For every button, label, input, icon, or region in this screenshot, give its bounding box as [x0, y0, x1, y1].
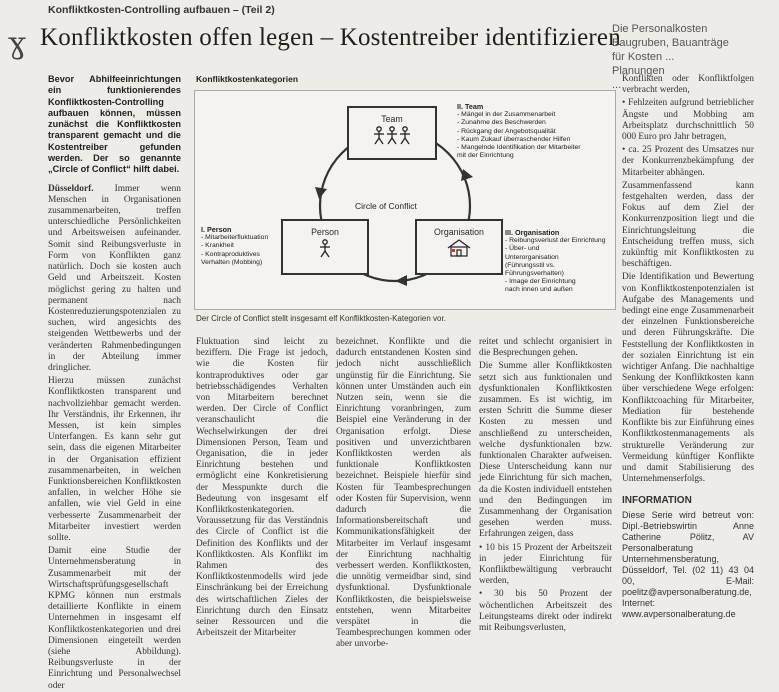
figure-title: Konfliktkostenkategorien: [196, 74, 299, 84]
team-people-icon: [372, 126, 412, 146]
body-paragraph: Die Summe aller Konfliktkosten setzt sich aus funktionalen und dysfunktionalen Konfliktkosten zusammen. Es ist wichtig, im ersten Schritt die Summe dieser Kosten zu messen und anschließend zu unterscheiden, welche dysfunktionalen bzw. funktionalen Charakter aufweisen. Diese Unterscheidung kann nur jede Einrichtung für sich machen, da die Kosten individuell entstehen und den Bedingungen im Zusammenhang der Organisation gesehen werden muss. Erfahrungen zeigen, dass: [479, 361, 612, 540]
team-item: - Mängel in der Zusammenarbeit: [457, 111, 556, 119]
hook-mark-icon: ɣ: [8, 26, 26, 61]
organisation-item: nach innen und außen: [505, 286, 573, 294]
body-paragraph: Zusammenfassend kann festgehalten werden, dass der Fokus auf dem Ziel der Konkurrenzposition liegt und die Einrichtungsleitung die Entscheidung treffen muss, sich zukünftig mit Konfliktkosten zu beschäftigen.: [622, 180, 754, 270]
organisation-item: Unterorganisation: [505, 253, 559, 261]
circle-of-conflict-label: Circle of Conflict: [355, 201, 417, 211]
body-paragraph: Damit eine Studie der Unternehmensberatung in Zusammenarbeit mit der Wirtschaftsprüfungsgesellschaft KPMG können nun erstmals detaillierte Konflikte in einem Unternehmen in insgesamt elf Konfliktkostenkategorien und drei Dimensionen eingeteilt werden (siehe Abbildung). Reibungsverluste in der Einrichtung und Personalwechsel oder: [48, 546, 181, 691]
body-paragraph: Immer wenn Menschen in Organisationen zusammenarbeiten, treffen unterschiedliche Persönlichkeiten und Arbeitsweisen aufeinander. Somit sind Reibungsverluste in Form von Konflikten ganz natürlich. Doch sie kosten auch Geld und Arbeitszeit. Kosten möglichst gering zu halten und permanent nach Kostenreduzierungspotenzialen zu suchen, wird angesichts des steigenden Wettbewerbs und der veränderten Rahmenbedingungen in der Abteilung immer dringlicher.: [48, 183, 181, 373]
body-paragraph: Die Identifikation und Bewertung von Konfliktkostenpotenzialen ist Aufgabe des Managements und bedingt eine enge Zusammenarbeit der einzelnen Funktionsbereiche und deren Führungskräfte. Die Feststellung der Konfliktkosten in der sozialen Einrichtung ist ein wichtiger Anfang. Die nachhaltige Senkung der Konfliktkosten kann über verschiedene Wege erfolgen: Konfliktcoaching für Mitarbeiter, Mediation für bestehende Konflikte bis zur Einführung eines Konfliktkostenmanagements als strukturelle Veränderung zur Vermeidung künftiger Konflikte und damit Stabilisierung des Unternehmenserfolgs.: [622, 272, 754, 485]
circle-of-conflict-diagram: [194, 90, 616, 310]
person-item: - Krankheit: [201, 242, 234, 250]
bullet-item: • 10 bis 15 Prozent der Arbeitszeit in jeder Einrichtung für Konfliktbewältigung verbraucht werden,: [479, 542, 612, 587]
body-paragraph: Fluktuation sind leicht zu beziffern. Die Frage ist jedoch, wie die Kosten für kontraproduktives oder gar betriebsschädigendes Verhalten von Mitarbeitern berechnet werden. Der Circle of Conflict veranschaulicht die Wechselwirkungen der drei Dimensionen Person, Team und Organisation, die in jeder Einrichtung bestehen und ermöglicht eine Konkretisierung der Messpunkte durch die Bedeutung von insgesamt elf Konfliktkostenkategorien. Voraussetzung für das Verständnis des Circle of Conflict ist die Definition des Konflikts und der Konfliktkosten. Als Konflikt im Rahmen des Konfliktkostenmodells wird jede Einschränkung bei der Erreichung des wirtschaftlichen Zieles der Einrichtung durch den Einsatz seiner Ressourcen und die Arbeitszeit der Mitarbeiter: [196, 337, 328, 639]
bullet-item: • Fehlzeiten aufgrund betrieblicher Ängste und Mobbing am Arbeitsplatz durchschnittlich 50 000 Euro pro Jahr betragen,: [622, 98, 754, 143]
column-5: [622, 74, 754, 660]
organisation-item: - Über- und: [505, 245, 540, 253]
column-2: [196, 337, 328, 660]
person-icon: [318, 239, 332, 259]
lead-paragraph: Bevor Abhilfeeinrichtungen ein funktionierendes Konfliktkosten-Controlling aufbauen können, müssen zunächst die Konfliktkosten transparent gemacht und die Kostentreiber gefunden werden. Der so genannte „Circle of Conflict“ hilft dabei.: [48, 74, 181, 175]
dateline: Düsseldorf.: [48, 183, 94, 194]
bullet-item: • ca. 25 Prozent des Umsatzes nur der Konkurrenzbekämpfung der Mitarbeiter abhängen.: [622, 145, 754, 178]
series-kicker: Konfliktkosten-Controlling aufbauen – (Teil 2): [48, 4, 275, 16]
article-headline: Konfliktkosten offen legen – Kostentreiber identifizieren: [40, 24, 621, 51]
team-heading: II. Team: [457, 102, 484, 111]
house-icon: [446, 239, 472, 257]
column-4: [479, 337, 612, 660]
person-item: - Mitarbeiterfluktuation: [201, 234, 269, 242]
organisation-heading: III. Organisation: [505, 228, 560, 237]
person-categories: [201, 226, 281, 267]
team-node-label: Team: [381, 114, 403, 124]
team-item: - Mangelnde Identifikation der Mitarbeiter: [457, 144, 581, 152]
team-item: - Kaum Zukauf überraschender Hilfen: [457, 135, 571, 143]
organisation-categories: [505, 229, 611, 295]
person-heading: I. Person: [201, 225, 232, 234]
person-node: [281, 219, 369, 275]
body-paragraph: reitet und schlecht organisiert in die Besprechungen gehen.: [479, 337, 612, 359]
organisation-item: Führungsverhalten): [505, 270, 564, 278]
person-item: Verhalten (Mobbing): [201, 258, 263, 266]
organisation-item: (Führungsstil vs.: [505, 261, 555, 269]
column-3: [336, 337, 471, 660]
team-item: - Rückgang der Angebotsqualität: [457, 127, 556, 135]
team-node: [347, 106, 437, 160]
person-node-label: Person: [311, 227, 339, 237]
organisation-item: - Reibungsverlust der Einrichtung: [505, 237, 606, 245]
organisation-item: - Image der Einrichtung: [505, 278, 576, 286]
team-item: mit der Einrichtung: [457, 152, 514, 160]
info-box-title: INFORMATION: [622, 495, 692, 507]
organisation-node: [415, 219, 503, 275]
team-item: - Zunahme des Beschwerden: [457, 119, 546, 127]
figure-caption: Der Circle of Conflict stellt insgesamt elf Konfliktkosten-Kategorien vor.: [196, 314, 446, 323]
bullet-item: • 30 bis 50 Prozent der wöchentlichen Arbeitszeit des Leitungsteams direkt oder indirekt mit Reibungsverlusten,: [479, 589, 612, 634]
adjacent-article-fragment: Die Personalkosten Baugruben, Bauanträge für Kosten ... Planungen ...: [612, 23, 729, 91]
column-1: [48, 74, 181, 691]
body-paragraph: Konflikten oder Konfliktfolgen verbracht werden,: [622, 74, 754, 96]
team-categories: [457, 103, 607, 160]
body-paragraph: Hierzu müssen zunächst Konfliktkosten transparent und nachvollziehbar gemacht werden. Ihr Verständnis, ihr Erkennen, ihr Messen, ist kein simples Unterfangen. Es kann sehr gut sein, dass die eigenen Mitarbeiter in der Organisation effizient zusammenarbeiten, in welchen Funktionsbereichen Konfliktkosten anfallen, in welcher Höhe sie anfallen, wie viel Geld in eine verbesserte Zusammenarbeit der Mitarbeiter investiert werden sollte.: [48, 376, 181, 543]
organisation-node-label: Organisation: [434, 227, 484, 237]
info-box-text: Diese Serie wird betreut von: Dipl.-Betriebswirtin Anne Catherine Pölitz, AV Personalberatung Unternehmensberatung, Düsseldorf, Tel. (02 11) 43 04 00, E-Mail: poelitz@avpersonalberatung.de, Internet: www.avpersonalberatung.de: [622, 509, 754, 619]
body-paragraph: bezeichnet. Konflikte und die dadurch entstandenen Kosten sind jedoch nicht ausschließlich ungünstig für die Einrichtung. Sie können unter Umständen auch ein Nutzen sein, wenn sie die Einrichtung voranbringen, zum Beispiel eine Veränderung in der Organisation erfolgt. Diese positiven und unverzichtbaren Konfliktkosten werden als funktionale Konfliktkosten bezeichnet. Beispiele hierfür sind Kosten für Teambesprechungen oder Kosten für Supervision, wenn dadurch die Informationsbereitschaft und Kommunikationsfähigkeit der Mitarbeiter im Verlauf insgesamt der Einrichtung nachhaltig verbessert werden. Konfliktkosten, die unnötig vermeidbar sind, sind dysfunktional. Dysfunktionale Konfliktkosten, die beispielsweise entstehen, wenn Mitarbeiter verspätet in die Teambesprechungen kommen oder aber unvorbe-: [336, 337, 471, 650]
person-item: - Kontraproduktives: [201, 250, 260, 258]
